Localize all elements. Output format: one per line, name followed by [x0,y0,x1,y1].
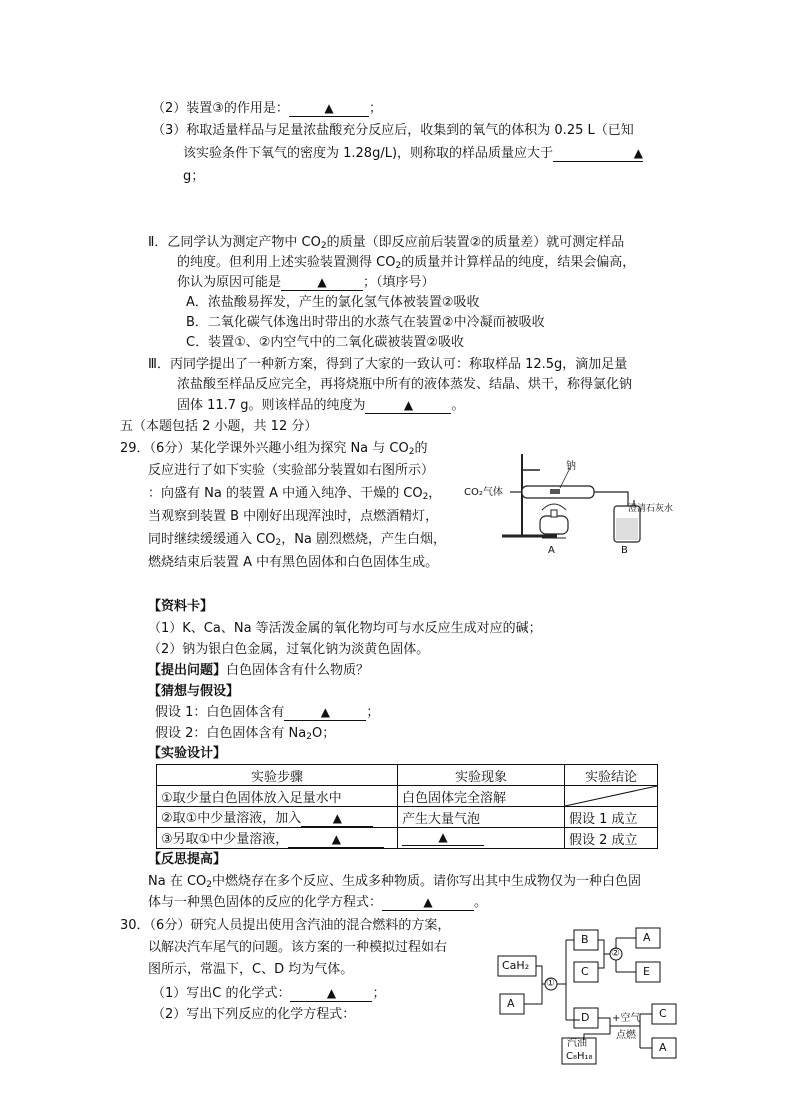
part-ii-line1a: 乙同学认为测定产物中 CO [167,235,321,250]
apparatus-label-b: B [621,545,628,556]
row2-step [157,807,398,828]
reflect-line1b: 中燃烧存在多个反应、生成多种物质。请你写出其中生成物仅为一种白色固 [212,874,642,889]
sodium-label: 钠 [566,461,576,472]
row1-phenomenon: 白色固体完全溶解 [398,786,565,807]
row3-step-blank[interactable] [288,832,384,848]
guess-2-end: O； [311,726,336,741]
air-label: +空气 [612,1013,641,1024]
q30-number: 30． [120,918,150,933]
q29-number: 29． [120,441,150,456]
blank-triangle-icon: ▲ [332,811,342,825]
reflect-title: 【反思提高】 [148,852,227,867]
part-ii-option-a: A．浓盐酸易挥发，产生的氯化氢气体被装置②吸收 [186,295,480,310]
table-row [157,828,658,849]
q2-number: （2） [152,101,187,116]
q29-line3: ：向盛有 Na 的装置 A 中通入纯净、干燥的 $CO_2$， [148,486,442,502]
blank-triangle-icon: ▲ [403,398,414,412]
part-ii-line1: Ⅱ．乙同学认为测定产物中 $CO_2$的质量（即反应前后装置②的质量差）就可测定样品 [148,235,625,251]
guess-2-text: 假设 2：白色固体含有 Na [155,726,307,741]
step-2-marker: ② [611,948,620,959]
part-ii-line3 [177,274,435,292]
reaction-flow-diagram [494,926,698,1066]
q29-line1b: 的 [414,441,428,456]
blank-triangle-icon: ▲ [326,986,337,1000]
guess-1 [155,704,379,722]
q3-number: （3） [152,123,187,138]
part-ii-option-b: B．二氧化碳气体逸出时带出的水蒸气在装置②中冷凝而被吸收 [186,315,545,330]
blank-triangle-icon: ▲ [438,830,448,844]
part-iii-line2: 浓盐酸至样品反应完全，再将烧瓶中所有的液体蒸发、结晶、烘干，称得氯化钠 [177,377,633,392]
q3-line1: 称取适量样品与足量浓盐酸充分反应后，收集到的氧气的体积为 0.25 L（已知 [186,123,634,138]
row3-step-text: ③另取①中少量溶液， [161,832,289,847]
question-text: 白色固体含有什么物质？ [226,663,370,678]
q29-line2: 反应进行了如下实验（实验部分装置如右图所示） [148,463,435,478]
box-b: B [581,933,589,946]
row3-step [157,828,398,849]
guess-1-blank[interactable] [284,705,366,721]
reflect-answer-blank[interactable] [382,895,474,911]
reflect-end: 。 [474,895,488,910]
info-item-1: （1）K、Ca、Na 等活泼金属的氧化物均可与水反应生成对应的碱； [148,621,542,636]
row2-blank[interactable] [301,811,373,827]
part-iii-line1: 丙同学提出了一种新方案，得到了大家的一致认可：称取样品 12.5g，滴加足量 [169,357,628,372]
q30-line2: 以解决汽车尾气的问题。该方案的一种模拟过程如右 [148,940,448,955]
question-2 [152,100,382,118]
part-ii-line2a: 的纯度。但利用上述实验装置测得 CO [177,255,396,270]
box-c: C [581,965,589,978]
blank-triangle-icon: ▲ [331,832,341,846]
q30-sub1-text: （1）写出C 的化学式： [152,986,291,1001]
blank-triangle-icon: ▲ [317,275,327,289]
row1-conclusion-empty [565,786,658,807]
q30-sub1-end: ； [372,986,386,1001]
info-card-title: 【资料卡】 [148,599,214,614]
box-cah2: CaH₂ [502,959,530,972]
question-title: 【提出问题】 [148,663,227,678]
q29-line5b: ，Na 剧烈燃烧，产生白烟， [281,532,447,547]
table-row [157,807,658,828]
step-1-marker: ① [546,978,555,989]
q3-line2: 该实验条件下氧气的密度为 1.28g/L)，则称取的样品质量应大于 [183,146,554,161]
header-step: 实验步骤 [157,765,398,786]
q30-line1 [120,917,450,935]
q29-line3a: ：向盛有 Na 的装置 A 中通入纯净、干燥的 CO [148,486,423,501]
q29-line4: 当观察到装置 B 中刚好出现浑浊时，点燃酒精灯， [148,509,439,524]
row3-phenomenon-blank[interactable] [402,830,484,846]
blank-triangle-icon: ▲ [423,895,433,909]
apparatus-label-a: A [548,545,555,556]
reflect-line2 [148,894,487,912]
part-ii-line2b: 的质量并计算样品的纯度，结果会偏高， [401,255,636,270]
row3-phenomenon [398,828,565,849]
box-a-product: A [643,931,651,944]
q29-line6: 燃烧结束后装置 A 中有黑色固体和白色固体生成。 [148,555,439,570]
q3-answer-blank[interactable] [553,146,643,162]
table-header-row [157,765,658,786]
row3-conclusion: 假设 2 成立 [565,828,658,849]
gasoline-label: 汽油 [567,1038,587,1049]
q30-sub2: （2）写出下列反应的化学方程式： [152,1007,356,1022]
guess-1-text: 假设 1：白色固体含有 [155,705,285,720]
part-ii-answer-blank[interactable] [281,275,363,291]
part-iii-end: 。 [451,398,465,413]
reflect-line1a: Na 在 CO [148,874,207,889]
row1-step: ①取少量白色固体放入足量水中 [157,786,398,807]
part-iii-line3: 固体 11.7 g。则该样品的纯度为 [177,398,366,413]
diagonal-slash [565,786,657,806]
question-3-line1 [152,122,634,140]
part-iii-line1 [148,356,627,374]
box-e: E [643,965,650,978]
q29-line5: 同时继续缓缓通入 $CO_2$，Na 剧烈燃烧，产生白烟， [148,532,447,548]
q2-text: 装置③的作用是： [186,101,289,116]
design-title: 【实验设计】 [148,746,227,761]
header-phenomenon: 实验现象 [398,765,565,786]
blank-triangle-icon: ▲ [633,146,644,160]
question-3-line2 [183,145,643,163]
flow-lines [494,926,698,1066]
q29-line1: 29．（6分）某化学课外兴趣小组为探究 Na 与 $CO_2$的 [120,441,428,457]
box-c-product: C [659,1007,667,1020]
row2-conclusion: 假设 1 成立 [565,807,658,828]
experiment-table [156,764,658,849]
part-ii-line1b: 的质量（即反应前后装置②的质量差）就可测定样品 [326,235,625,250]
blank-triangle-icon: ▲ [320,705,331,719]
box-a-final: A [659,1041,667,1054]
row2-step-text: ②取①中少量溶液，加入 [161,811,302,826]
reflect-line1: Na 在 $CO_2$中燃烧存在多个反应、生成多种物质。请你写出其中生成物仅为一种白色固 [148,874,642,890]
q29-line1a: （6分）某化学课外兴趣小组为探究 Na 与 CO [149,441,409,456]
blank-triangle-icon: ▲ [324,101,334,115]
header-conclusion: 实验结论 [565,765,658,786]
guess-title: 【猜想与假设】 [148,684,240,699]
part-ii-line3a: 你认为原因可能是 [177,275,282,290]
reflect-line2-text: 体与一种黑色固体的反应的化学方程式： [148,895,383,910]
q2-answer-blank[interactable] [289,101,369,117]
section-5-heading: 五（本题包括 2 小题，共 12 分） [120,419,318,434]
part-iii-line3 [177,397,464,415]
q29-line5a: 同时继续缓缓通入 CO [148,532,276,547]
q30-line3: 图所示，常温下，C、D 均为气体。 [148,962,354,977]
q30-sub1-blank[interactable] [290,986,372,1002]
part-ii-number: Ⅱ． [148,235,168,250]
apparatus-figure [462,448,677,560]
table-row [157,786,658,807]
part-ii-line3b: ；（填序号） [363,275,435,290]
row2-phenomenon: 产生大量气泡 [398,807,565,828]
limewater-label: 澄清石灰水 [628,504,674,514]
box-a: A [507,997,515,1010]
q2-end: ； [368,101,382,116]
q29-line3b: ， [428,486,442,501]
part-iii-number: Ⅲ． [148,357,170,372]
part-iii-answer-blank[interactable] [365,398,451,414]
q30-line1: （6分）研究人员提出使用含汽油的混合燃料的方案， [149,918,451,933]
info-item-2: （2）钠为银白色金属，过氧化钠为淡黄色固体。 [148,642,430,657]
gasoline-formula: C₈H₁₈ [566,1051,593,1062]
q30-sub1 [152,985,386,1003]
guess-2: 假设 2：白色固体含有 $Na_2O$； [155,726,336,742]
box-d: D [581,1011,590,1024]
co2-gas-label: CO₂气体 [464,487,503,498]
part-ii-option-c: C．装置①、②内空气中的二氧化碳被装置②吸收 [186,335,465,350]
question-heading [148,662,369,680]
part-ii-line2: 的纯度。但利用上述实验装置测得 $CO_2$的质量并计算样品的纯度，结果会偏高， [177,255,636,271]
ignite-label: 点燃 [616,1030,636,1041]
question-3-line3: g； [183,169,205,184]
guess-1-end: ； [366,705,380,720]
